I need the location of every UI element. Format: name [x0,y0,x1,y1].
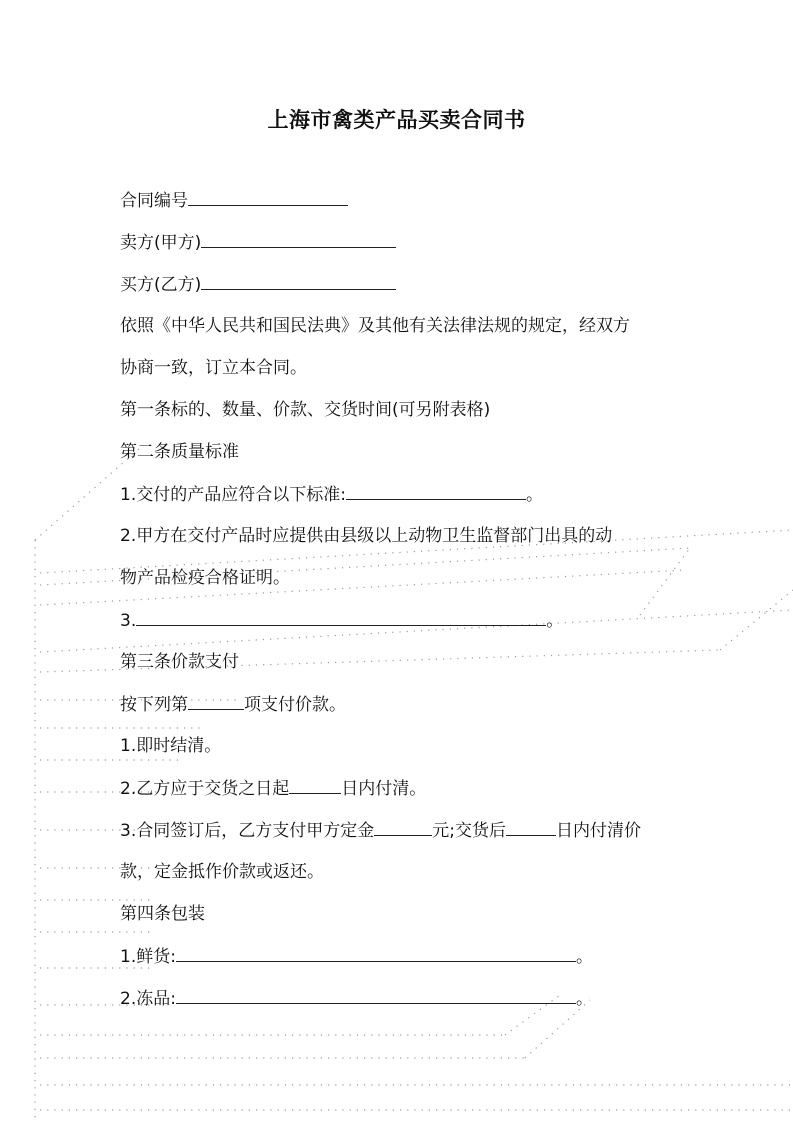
article-3-item-3-text-b: 元;交货后 [432,821,506,841]
fresh-packaging-blank[interactable] [176,941,576,962]
article-2-item-3 [120,605,690,647]
article-3-heading: 第三条价款支付 [120,652,239,672]
article-4-item-1 [120,941,690,983]
article-3-item-3-text-c: 日内付清价 [555,821,641,841]
article-3-intro-text-b: 项支付价款。 [244,695,346,715]
article-2-item-1 [120,479,690,521]
article-3-item-3-line-1 [120,815,690,857]
article-3-item-3-line-2: 款，定金抵作价款或返还。 [120,862,324,882]
article-2-item-3-text: 3. [120,611,137,631]
article-2-heading: 第二条质量标准 [120,442,239,462]
article-4-heading: 第四条包装 [120,904,205,924]
quality-standard-blank[interactable] [346,479,526,500]
contract-number-line [120,185,690,227]
balance-days-blank[interactable] [506,815,556,836]
buyer-blank[interactable] [201,269,396,290]
payment-option-blank[interactable] [188,689,244,710]
article-4-item-2 [120,983,690,1025]
frozen-packaging-blank[interactable] [176,983,576,1004]
article-3-item-2-text-b: 日内付清。 [341,779,427,799]
deposit-amount-blank[interactable] [374,815,432,836]
article-3-item-1: 1.即时结清。 [120,736,222,756]
article-2-item-3-end: 。 [546,611,564,631]
article-3-intro [120,689,690,731]
buyer-line [120,269,690,311]
article-4-item-2-end: 。 [575,989,593,1009]
article-3-item-3-text-a: 3.合同签订后，乙方支付甲方定金 [120,821,375,841]
article-2-item-1-text: 1.交付的产品应符合以下标准: [120,485,346,505]
contract-number-label: 合同编号 [120,191,188,211]
document-title: 上海市禽类产品买卖合同书 [267,108,526,132]
document-body [120,185,690,1025]
payment-days-blank[interactable] [289,773,341,794]
seller-line [120,227,690,269]
article-2-item-1-end: 。 [525,485,543,505]
article-4-item-2-text: 2.冻品: [120,989,176,1009]
article-1-heading: 第一条标的、数量、价款、交货时间(可另附表格) [120,400,491,420]
intro-line-1: 依照《中华人民共和国民法典》及其他有关法律法规的规定，经双方 [120,316,630,336]
article-2-item-2-line-2: 物产品检疫合格证明。 [120,568,290,588]
article-2-item-3-blank[interactable] [136,605,546,626]
article-3-item-2 [120,773,690,815]
contract-number-blank[interactable] [188,185,348,206]
article-2-item-2-line-1: 2.甲方在交付产品时应提供由县级以上动物卫生监督部门出具的动 [120,526,613,546]
article-3-intro-text-a: 按下列第 [120,695,188,715]
intro-line-2: 协商一致，订立本合同。 [120,358,307,378]
seller-blank[interactable] [201,227,396,248]
seller-label: 卖方(甲方) [120,233,202,253]
article-3-item-2-text-a: 2.乙方应于交货之日起 [120,779,290,799]
buyer-label: 买方(乙方) [120,275,202,295]
article-4-item-1-end: 。 [575,947,593,967]
article-4-item-1-text: 1.鲜货: [120,947,176,967]
